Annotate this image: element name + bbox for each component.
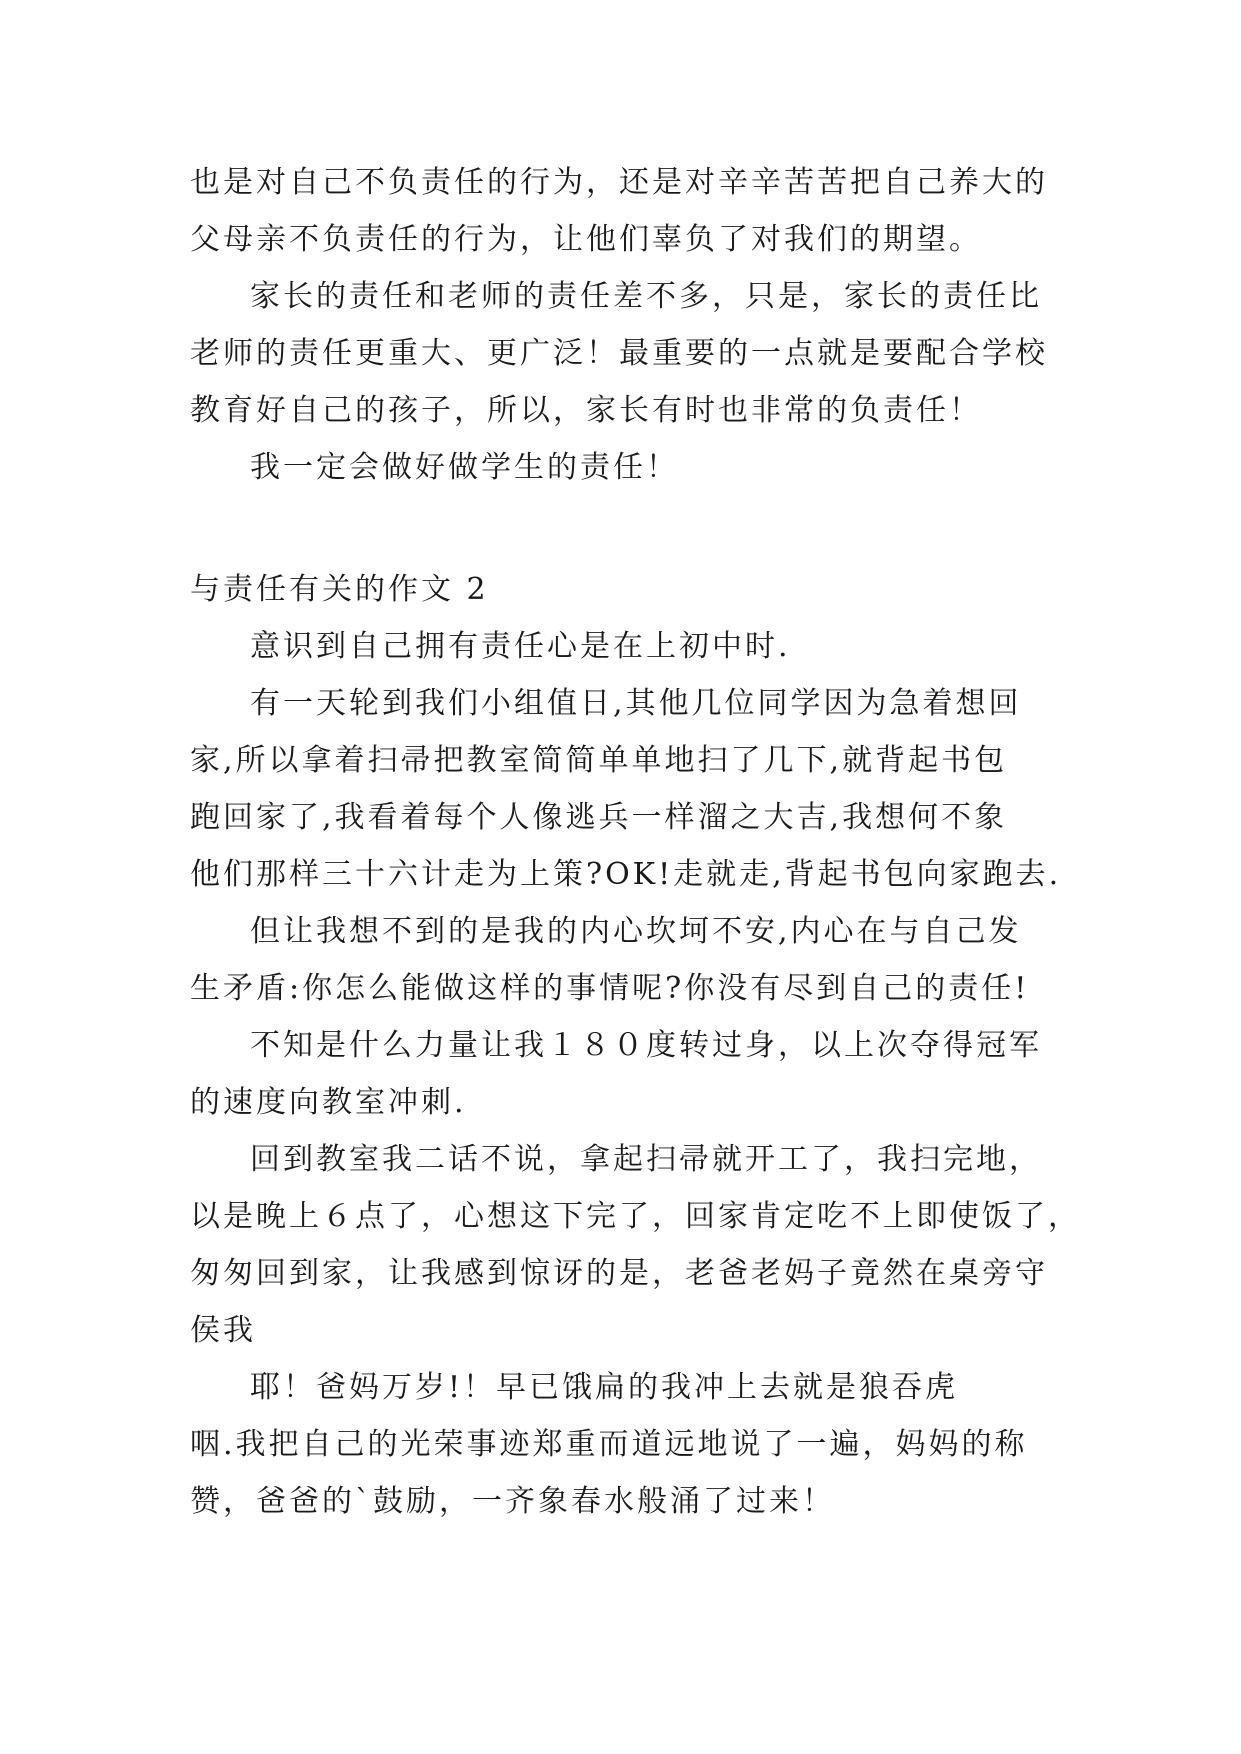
paragraph-line: 老师的责任更重大、更广泛！最重要的一点就是要配合学校 xyxy=(190,336,1048,371)
paragraph-line: 的速度向教室冲刺. xyxy=(190,1085,467,1120)
paragraph-line: 我一定会做好做学生的责任！ xyxy=(250,450,679,485)
paragraph-line: 父母亲不负责任的行为，让他们辜负了对我们的期望。 xyxy=(190,222,982,257)
paragraph-line: 但让我想不到的是我的内心坎坷不安,内心在与自己发 xyxy=(250,914,1022,949)
paragraph-line: 也是对自己不负责任的行为，还是对辛辛苦苦把自己养大的 xyxy=(190,165,1048,200)
paragraph-line: 有一天轮到我们小组值日,其他几位同学因为急着想回 xyxy=(250,686,1022,721)
paragraph-line: 咽.我把自己的光荣事迹郑重而道远地说了一遍，妈妈的称 xyxy=(190,1427,1028,1462)
paragraph-line: 教育好自己的孩子，所以，家长有时也非常的负责任！ xyxy=(190,393,982,428)
paragraph-line: 生矛盾:你怎么能做这样的事情呢?你没有尽到自己的责任! xyxy=(190,971,1030,1006)
paragraph-line: 侯我 xyxy=(190,1313,256,1348)
section-heading: 与责任有关的作文 2 xyxy=(190,572,489,607)
paragraph-line: 匆匆回到家，让我感到惊讶的是，老爸老妈子竟然在桌旁守 xyxy=(190,1256,1048,1291)
paragraph-line: 回到教室我二话不说，拿起扫帚就开工了，我扫完地， xyxy=(250,1142,1042,1177)
paragraph-line: 意识到自己拥有责任心是在上初中时. xyxy=(250,629,791,664)
paragraph-line: 家,所以拿着扫帚把教室简简单单地扫了几下,就背起书包 xyxy=(190,743,1008,778)
paragraph-line: 不知是什么力量让我１８０度转过身，以上次夺得冠军 xyxy=(250,1028,1042,1063)
paragraph-line: 耶！爸妈万岁!！早已饿扁的我冲上去就是狼吞虎 xyxy=(250,1370,959,1405)
paragraph-line: 以是晚上６点了，心想这下完了，回家肯定吃不上即使饭了， xyxy=(190,1199,1081,1234)
paragraph-line: 跑回家了,我看着每个人像逃兵一样溜之大吉,我想何不象 xyxy=(190,800,1008,835)
paragraph-line: 赞，爸爸的`鼓励，一齐象春水般涌了过来！ xyxy=(190,1484,835,1519)
paragraph-line: 他们那样三十六计走为上策?OK!走就走,背起书包向家跑去. xyxy=(190,857,1062,892)
paragraph-line: 家长的责任和老师的责任差不多，只是，家长的责任比 xyxy=(250,279,1042,314)
